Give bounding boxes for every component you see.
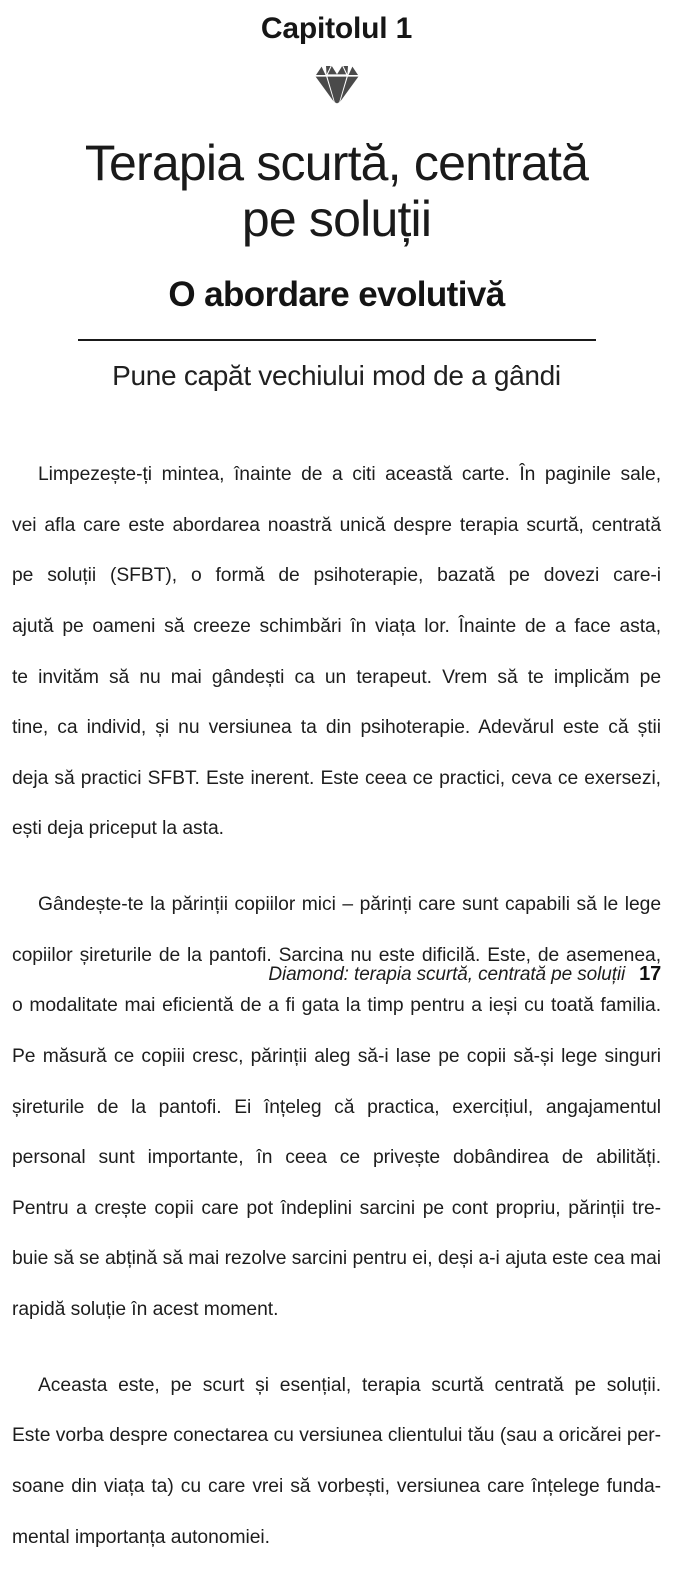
text-line: deja să practici SFBT. Este inerent. Este ceea ce practici, ceva ce exersezi, <box>12 767 661 789</box>
text-line: tine, ca individ, și nu versiunea ta din psihoterapie. Adevărul este că știi <box>12 717 661 739</box>
diamond-gem-icon <box>315 64 359 104</box>
page-number: 17 <box>639 963 661 985</box>
chapter-subtitle: O abordare evolutivă <box>168 275 505 314</box>
text-line: Limpezește-ți mintea, înainte de a citi această carte. În paginile sale, <box>38 464 661 486</box>
text-line: personal sunt importante, în ceea ce privește dobândirea de abilități. <box>12 1147 661 1169</box>
chapter-title-line-2: pe soluții <box>241 191 432 247</box>
text-line: copiilor șireturile de la pantofi. Sarcina nu este dificilă. Este, de asemenea, <box>12 944 661 966</box>
chapter-tagline: Pune capăt vechiului mod de a gândi <box>112 360 561 392</box>
text-line: Gândește-te la părinții copiilor mici – părinți care sunt capabili să le lege <box>38 894 661 916</box>
text-line: Pentru a crește copii care pot îndeplini sarcini pe cont propriu, părinții tre- <box>12 1197 661 1219</box>
body-paragraph <box>12 437 661 867</box>
chapter-title <box>12 107 661 247</box>
text-line: Pe măsură ce copiii cresc, părinții aleg să-i lase pe copii să-și lege singuri <box>12 1045 661 1067</box>
text-line: o modalitate mai eficientă de a fi gata la timp pentru a ieși cu toată familia. <box>12 995 661 1017</box>
text-line: Este vorba despre conectarea cu versiunea clientului tău (sau a oricărei per- <box>12 1425 661 1447</box>
text-line: te invităm să nu mai gândești ca un terapeut. Vrem să te implicăm pe <box>12 666 661 688</box>
page-footer <box>12 963 661 986</box>
text-line: ești deja priceput la asta. <box>12 818 224 840</box>
text-line: Aceasta este, pe scurt și esențial, terapia scurtă centrată pe soluții. <box>38 1374 661 1396</box>
running-head: Diamond: terapia scurtă, centrată pe soluții <box>268 964 626 985</box>
text-line: rapidă soluție în acest moment. <box>12 1298 279 1320</box>
chapter-label: Capitolul 1 <box>260 12 413 45</box>
text-line: buie să se abțină să mai rezolve sarcini pentru ei, deși a-i ajuta este cea mai <box>12 1248 661 1270</box>
text-line: șireturile de la pantofi. Ei înțeleg că practica, exercițiul, angajamentul <box>12 1096 661 1118</box>
text-line: ajută pe oameni să creeze schimbări în viața lor. Înainte de a face asta, <box>12 615 661 637</box>
text-line: soane din viața ta) cu care vrei să vorbești, versiunea care înțelege funda- <box>12 1476 661 1498</box>
text-line: pe soluții (SFBT), o formă de psihoterapie, bazată pe dovezi care-i <box>12 565 661 587</box>
text-line: vei afla care este abordarea noastră unică despre terapia scurtă, centrată <box>12 514 661 536</box>
text-line: mental importanța autonomiei. <box>12 1526 270 1548</box>
body-paragraph <box>12 1348 661 1575</box>
body-paragraph <box>12 867 661 1348</box>
chapter-ornament <box>12 61 661 107</box>
chapter-title-line-1: Terapia scurtă, centrată <box>84 135 589 191</box>
